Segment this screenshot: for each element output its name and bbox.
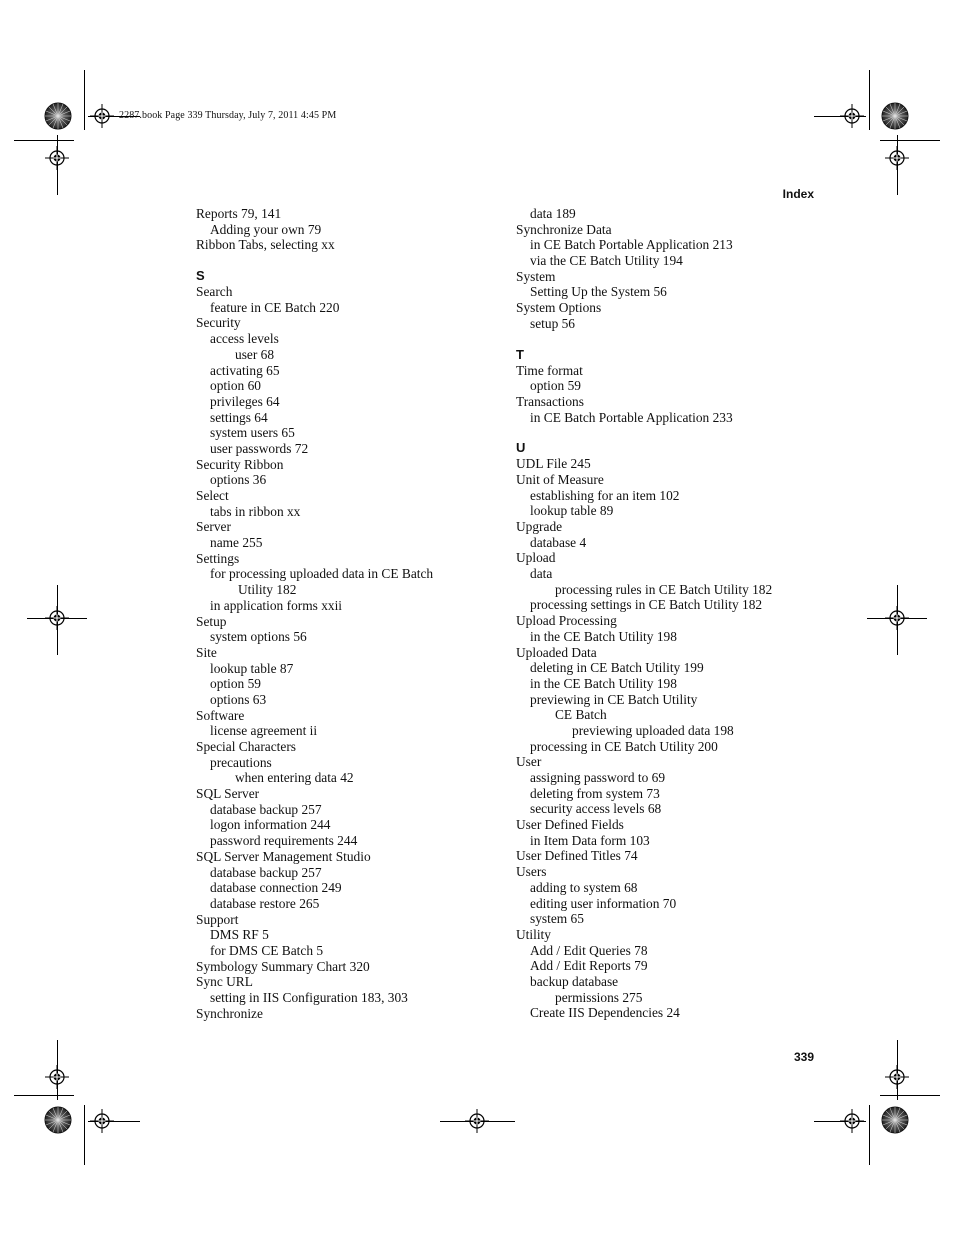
- page-number: 339: [793, 1050, 814, 1064]
- index-subentry: Utility 182: [238, 582, 297, 598]
- index-subentry: options 63: [210, 691, 267, 707]
- index-subentry: user 68: [235, 346, 275, 362]
- index-subentry: when entering data 42: [235, 770, 354, 786]
- index-subentry: adding to system 68: [530, 879, 638, 895]
- index-entry: Settings: [196, 550, 240, 566]
- index-section-letter: S: [196, 268, 205, 284]
- index-subentry: database 4: [530, 534, 587, 550]
- index-subentry: previewing uploaded data 198: [572, 722, 734, 738]
- index-column-right: [516, 206, 826, 1021]
- index-subentry: tabs in ribbon xx: [210, 503, 301, 519]
- index-subentry: setting in IIS Configuration 183, 303: [210, 990, 408, 1005]
- index-entry: Security: [196, 315, 241, 331]
- index-entry: Select: [196, 488, 229, 503]
- index-subentry: system 65: [530, 911, 584, 927]
- index-subentry: Add / Edit Queries 78: [530, 942, 648, 958]
- index-entry: Upload Processing: [516, 613, 617, 629]
- index-subentry: lookup table 87: [210, 660, 294, 676]
- index-entry: Ribbon Tabs, selecting xx: [196, 237, 335, 253]
- index-entry: Setup: [196, 613, 227, 629]
- index-column-left: [196, 206, 506, 1021]
- index-subentry: lookup table 89: [530, 503, 614, 519]
- index-subentry: system options 56: [210, 629, 307, 645]
- index-entry: Utility: [516, 926, 551, 942]
- index-subentry: setup 56: [530, 315, 576, 331]
- index-subentry: previewing in CE Batch Utility: [530, 691, 698, 707]
- index-entry: Unit of Measure: [516, 471, 604, 487]
- index-entry: Site: [196, 644, 217, 660]
- index-entry: Special Characters: [196, 739, 297, 754]
- index-entry: Users: [516, 864, 547, 880]
- index-subentry: in Item Data form 103: [530, 832, 650, 848]
- index-subentry: deleting in CE Batch Utility 199: [530, 660, 704, 676]
- index-subentry: in the CE Batch Utility 198: [530, 628, 677, 644]
- index-subentry: database restore 265: [210, 895, 320, 911]
- index-subentry: assigning password to 69: [530, 770, 666, 785]
- index-subentry: options 36: [210, 472, 267, 488]
- index-entry: Server: [196, 519, 231, 535]
- index-subentry: data: [530, 566, 553, 582]
- index-subentry: for processing uploaded data in CE Batch: [210, 566, 434, 582]
- index-subentry: DMS RF 5: [210, 927, 269, 943]
- index-subentry: password requirements 244: [210, 833, 358, 849]
- index-subentry: processing rules in CE Batch Utility 182: [555, 581, 773, 597]
- index-entry: User Defined Fields: [516, 817, 624, 833]
- index-subentry: activating 65: [210, 362, 280, 378]
- index-subentry: in the CE Batch Utility 198: [530, 675, 677, 691]
- index-subentry: logon information 244: [210, 817, 331, 833]
- index-entry: Sync URL: [196, 974, 253, 990]
- index-subentry: license agreement ii: [210, 723, 318, 739]
- index-entry: SQL Server: [196, 786, 260, 802]
- index-subentry: option 60: [210, 378, 261, 394]
- index-entry: User Defined Titles 74: [516, 848, 638, 864]
- index-section-letter: U: [516, 440, 526, 456]
- index-entry: Software: [196, 707, 245, 723]
- index-entry: Time format: [516, 362, 583, 378]
- index-subentry: CE Batch: [555, 707, 607, 723]
- index-entry: Symbology Summary Chart 320: [196, 958, 370, 974]
- index-subentry: processing settings in CE Batch Utility 182: [530, 597, 763, 613]
- index-entry: Synchronize Data: [516, 221, 612, 237]
- index-subentry: backup database: [530, 973, 619, 989]
- index-entry: Reports 79, 141: [196, 206, 282, 221]
- index-subentry: privileges 64: [210, 393, 280, 409]
- index-subentry: processing in CE Batch Utility 200: [530, 738, 718, 754]
- index-subentry: Setting Up the System 56: [530, 284, 667, 300]
- index-subentry: option 59: [210, 676, 261, 692]
- index-subentry: in application forms xxii: [210, 597, 343, 613]
- index-subentry: name 255: [210, 535, 263, 551]
- index-entry: Synchronize: [196, 1005, 263, 1021]
- index-subentry: settings 64: [210, 409, 268, 425]
- index-entry: SQL Server Management Studio: [196, 848, 371, 864]
- index-entry: UDL File 245: [516, 456, 591, 472]
- index-entry: System Options: [516, 300, 602, 316]
- index-entry: Security Ribbon: [196, 456, 284, 472]
- index-subentry: in CE Batch Portable Application 213: [530, 237, 733, 253]
- index-subentry: for DMS CE Batch 5: [210, 942, 324, 958]
- index-entry: Upgrade: [516, 519, 563, 534]
- index-subentry: deleting from system 73: [530, 785, 660, 801]
- index-entry: User: [516, 754, 542, 770]
- running-head: Index: [782, 187, 814, 201]
- index-subentry: Adding your own 79: [210, 221, 322, 237]
- index-entry: System: [516, 268, 556, 284]
- index-subentry: in CE Batch Portable Application 233: [530, 409, 733, 425]
- index-section-letter: T: [516, 346, 524, 362]
- index-subentry: Create IIS Dependencies 24: [530, 1005, 680, 1021]
- index-subentry: user passwords 72: [210, 440, 309, 456]
- index-subentry: feature in CE Batch 220: [210, 299, 340, 315]
- index-subentry: establishing for an item 102: [530, 487, 680, 503]
- index-subentry: security access levels 68: [530, 801, 662, 817]
- index-subentry: system users 65: [210, 425, 295, 441]
- index-subentry: Add / Edit Reports 79: [530, 958, 648, 974]
- index-subentry: access levels: [210, 331, 279, 347]
- index-entry: Search: [196, 284, 233, 300]
- index-entry: Transactions: [516, 393, 584, 409]
- index-subentry: data 189: [530, 206, 576, 221]
- index-subentry: database connection 249: [210, 880, 342, 896]
- index-subentry: permissions 275: [555, 989, 643, 1005]
- index-entry: Support: [196, 911, 239, 927]
- index-subentry: option 59: [530, 378, 581, 394]
- printer-slug-line: 2287.book Page 339 Thursday, July 7, 2011 4:45 PM: [119, 110, 337, 121]
- index-subentry: database backup 257: [210, 801, 322, 817]
- index-subentry: via the CE Batch Utility 194: [530, 253, 683, 269]
- index-entry: Uploaded Data: [516, 644, 597, 660]
- index-subentry: editing user information 70: [530, 895, 677, 911]
- index-entry: Upload: [516, 550, 556, 566]
- index-subentry: precautions: [210, 754, 272, 770]
- index-subentry: database backup 257: [210, 864, 322, 880]
